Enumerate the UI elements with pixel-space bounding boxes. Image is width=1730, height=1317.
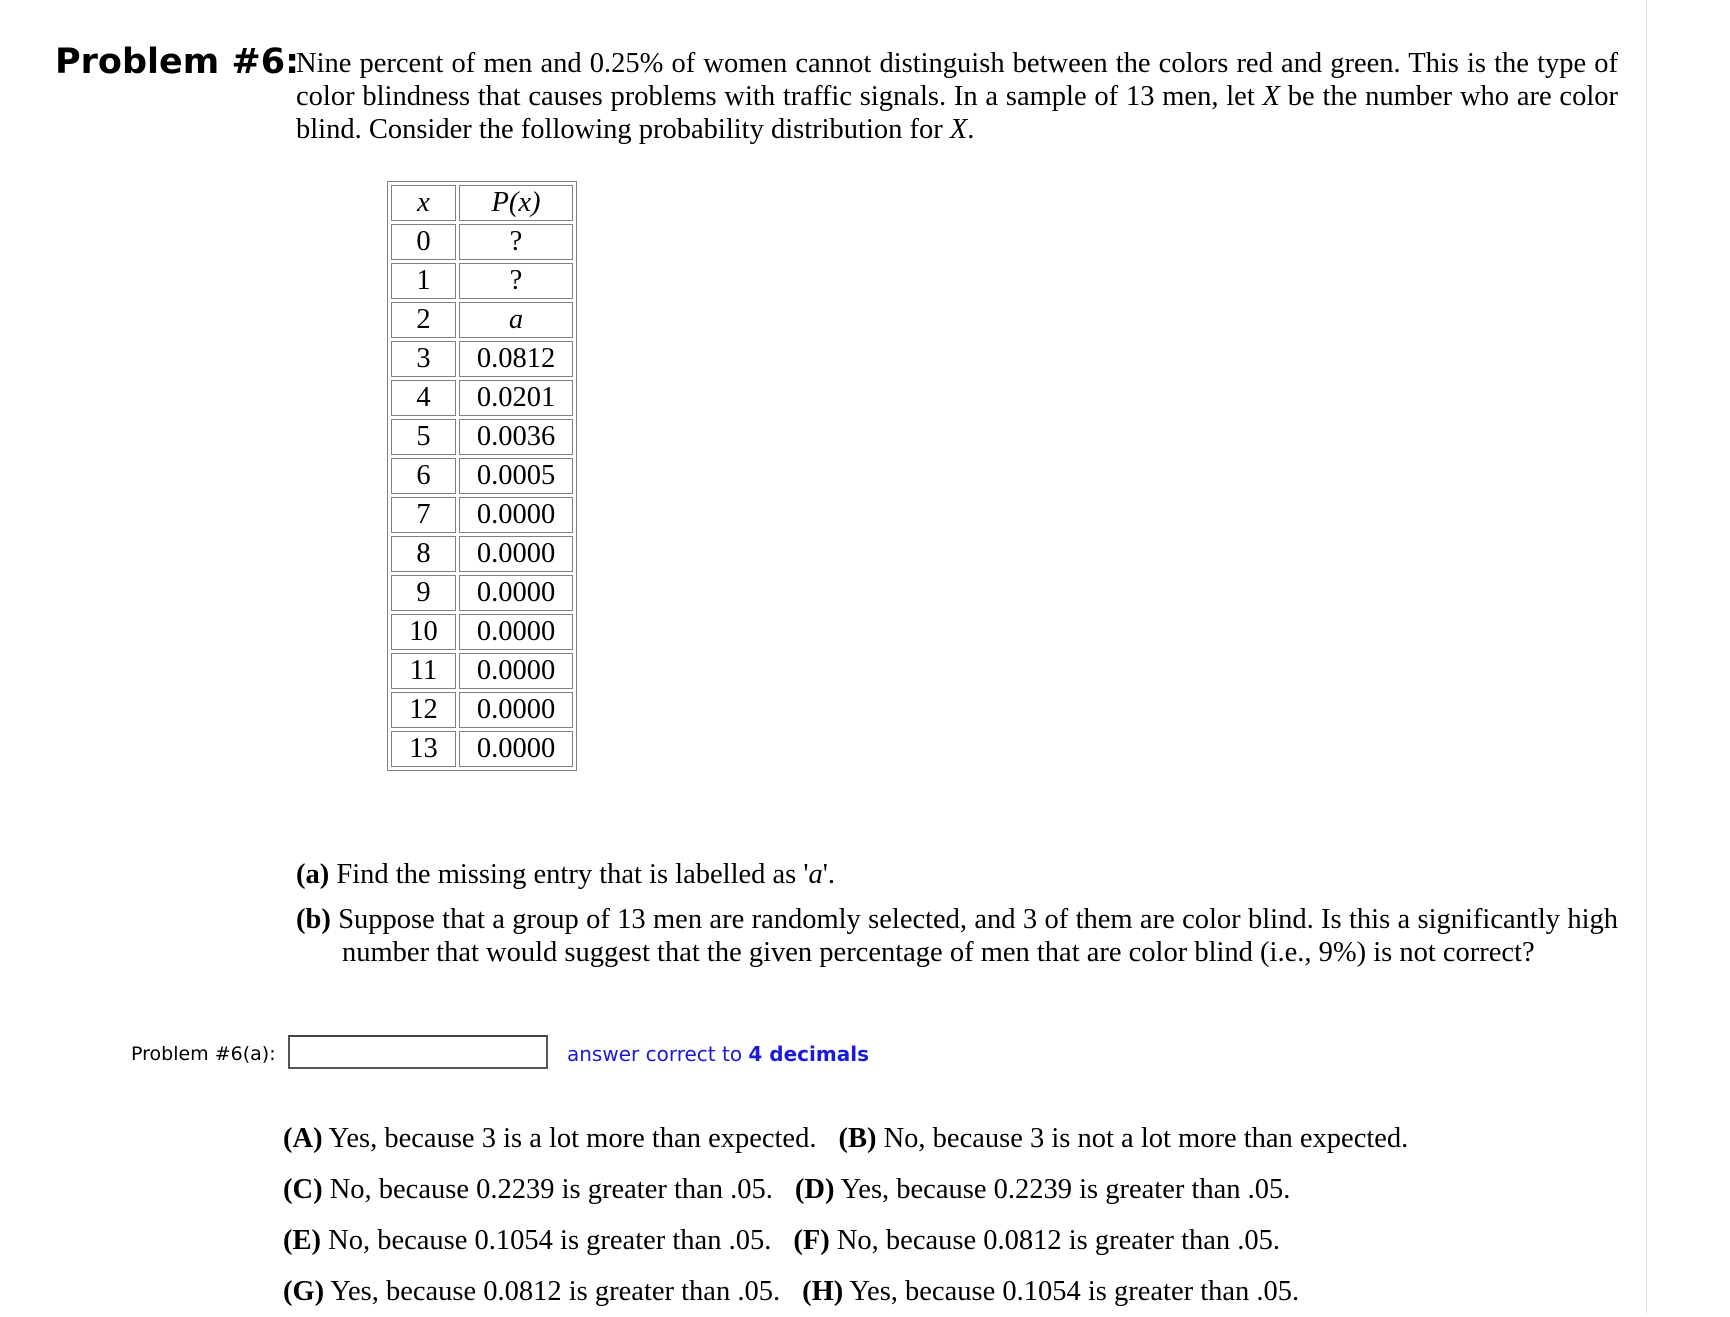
probability-cell: ? [459,263,573,299]
x-value-cell: 12 [391,692,456,728]
x-value-cell: 8 [391,536,456,572]
part-a-var: a [808,859,823,890]
choice-letter: (G) [283,1276,325,1307]
answer-input[interactable] [288,1035,548,1069]
choice-letter: (F) [793,1225,830,1256]
part-b-label: (b) [296,904,331,935]
part-a-text-before: Find the missing entry that is labelled as ' [336,859,809,890]
x-value-cell: 2 [391,302,456,338]
choice-letter: (B) [838,1123,877,1154]
x-value-cell: 13 [391,731,456,767]
probability-cell: 0.0005 [459,458,573,494]
table-row [391,614,573,650]
statement-text-1: Nine percent of men and 0.25% of women cannot distinguish between the colors red and green. This is the type of color blindness that causes problems with traffic signals. In a sample of 13 men, let [296,48,1618,112]
header-x: x [391,185,456,221]
table-row [391,341,573,377]
probability-cell: 0.0000 [459,575,573,611]
choice-letter: (C) [283,1174,323,1205]
x-value-cell: 6 [391,458,456,494]
choice-text: No, because 0.0812 is greater than .05. [836,1225,1281,1256]
choice-text: Yes, because 3 is a lot more than expected. [328,1123,817,1154]
answer-choices [283,1113,1408,1317]
table-row [391,458,573,494]
x-value-cell: 11 [391,653,456,689]
choice-text: Yes, because 0.2239 is greater than .05. [840,1174,1291,1205]
table-row [391,536,573,572]
table-row [391,302,573,338]
statement-var-x-2: X [949,114,968,145]
choice-letter: (H) [802,1276,844,1307]
probability-cell: a [459,302,573,338]
table-body [391,224,573,767]
table-row [391,497,573,533]
x-value-cell: 7 [391,497,456,533]
probability-cell: 0.0000 [459,653,573,689]
x-value-cell: 3 [391,341,456,377]
table-header-row [391,185,573,221]
header-px: P(x) [459,185,573,221]
table-row [391,653,573,689]
answer-label: Problem #6(a): [131,1043,276,1065]
probability-cell: 0.0000 [459,614,573,650]
table-row [391,263,573,299]
probability-cell: 0.0201 [459,380,573,416]
choice-c[interactable] [283,1174,773,1205]
choice-d[interactable] [795,1174,1291,1205]
choice-letter: (A) [283,1123,323,1154]
statement-text-3: . [967,114,975,145]
table-row [391,380,573,416]
choice-row [283,1266,1408,1317]
choice-letter: (E) [283,1225,321,1256]
table-row [391,575,573,611]
part-a [296,858,1618,891]
choice-text: No, because 3 is not a lot more than expected. [883,1123,1409,1154]
part-b [296,903,1618,969]
x-value-cell: 4 [391,380,456,416]
x-value-cell: 9 [391,575,456,611]
probability-cell: 0.0000 [459,536,573,572]
page-border [1646,0,1647,1313]
choice-text: No, because 0.2239 is greater than .05. [329,1174,773,1205]
table-row [391,419,573,455]
problem-statement [296,47,1618,146]
choice-text: Yes, because 0.1054 is greater than .05. [849,1276,1300,1307]
choice-b[interactable] [838,1123,1408,1154]
part-a-text-after: '. [822,859,836,890]
table-row [391,692,573,728]
answer-hint [567,1041,869,1067]
probability-distribution-table [387,181,577,771]
x-value-cell: 10 [391,614,456,650]
table-row [391,731,573,767]
choice-text: No, because 0.1054 is greater than .05. [328,1225,772,1256]
choice-e[interactable] [283,1225,771,1256]
x-value-cell: 5 [391,419,456,455]
choice-text: Yes, because 0.0812 is greater than .05. [330,1276,781,1307]
probability-cell: 0.0000 [459,731,573,767]
part-b-text: Suppose that a group of 13 men are randomly selected, and 3 of them are color blind. Is this a significantly high number that would suggest that the given percentage of men that are color blind (i.e., 9%) is not correct? [338,904,1619,968]
problem-heading: Problem #6: [55,42,300,82]
statement-var-x-1: X [1262,81,1280,112]
choice-row [283,1164,1408,1215]
choice-row [283,1113,1408,1164]
probability-cell: 0.0000 [459,497,573,533]
part-a-label: (a) [296,859,330,890]
choice-a[interactable] [283,1123,816,1154]
choice-f[interactable] [793,1225,1280,1256]
x-value-cell: 0 [391,224,456,260]
choice-row [283,1215,1408,1266]
choice-h[interactable] [802,1276,1299,1307]
answer-hint-bold: 4 decimals [748,1042,869,1066]
probability-cell: 0.0812 [459,341,573,377]
choice-letter: (D) [794,1174,835,1205]
probability-cell: 0.0036 [459,419,573,455]
statement-text-2: be the number who are color blind. Consider the following probability distribution for [296,81,1618,145]
part-b-block [296,903,1618,969]
probability-cell: ? [459,224,573,260]
choice-g[interactable] [283,1276,780,1307]
x-value-cell: 1 [391,263,456,299]
table-row [391,224,573,260]
probability-cell: 0.0000 [459,692,573,728]
answer-hint-prefix: answer correct to [567,1042,749,1066]
